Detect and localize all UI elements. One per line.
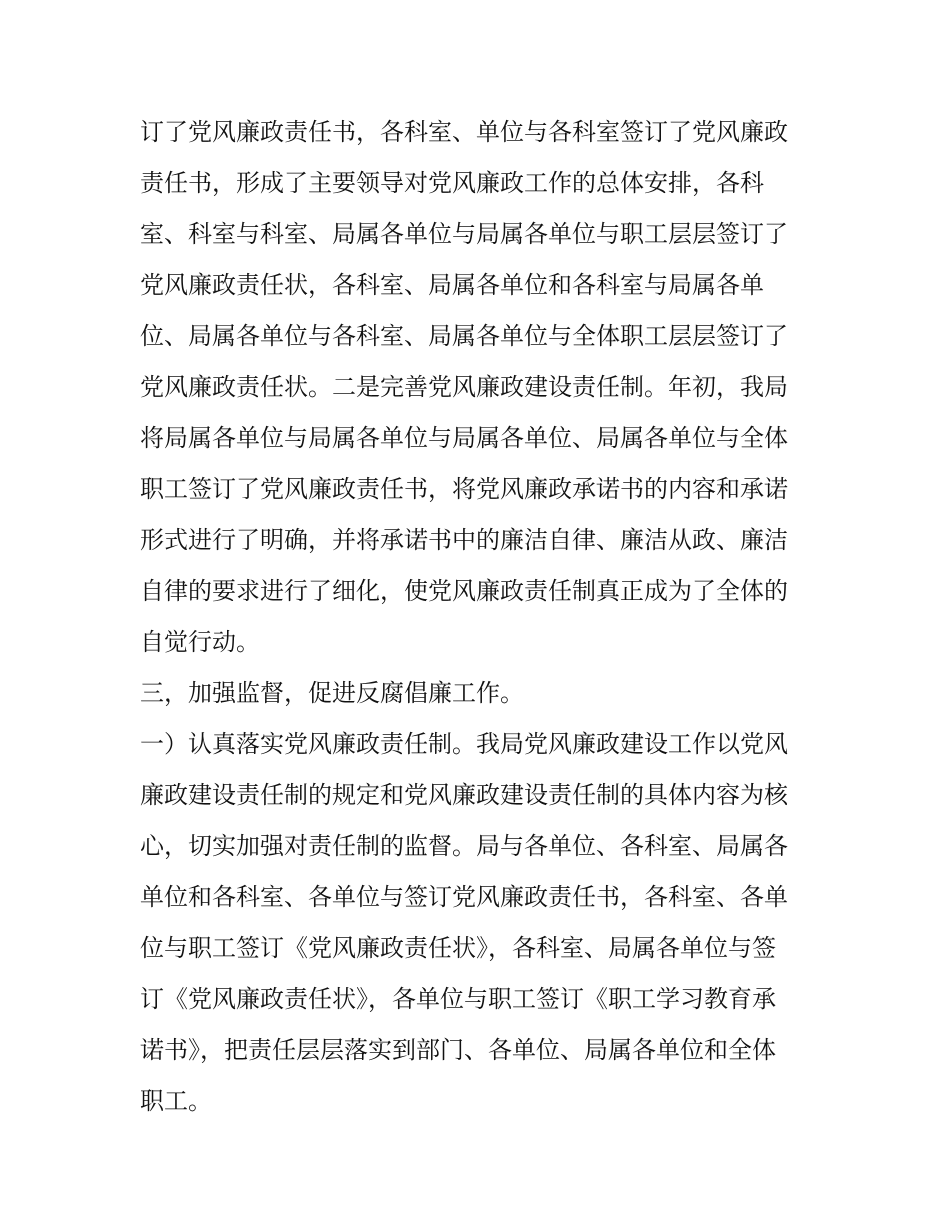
text-line: 心，切实加强对责任制的监督。局与各单位、各科室、局属各	[140, 832, 788, 860]
text-line: 责任书，形成了主要领导对党风廉政工作的总体安排，各科	[140, 169, 764, 197]
text-line: 诺书》，把责任层层落实到部门、各单位、局属各单位和全体	[140, 1036, 776, 1064]
text-line: 党风廉政责任状。二是完善党风廉政建设责任制。年初，我局	[140, 373, 788, 401]
text-line: 将局属各单位与局属各单位与局属各单位、局属各单位与全体	[140, 424, 788, 452]
text-line: 一）认真落实党风廉政责任制。我局党风廉政建设工作以党风	[140, 730, 788, 758]
text-line: 位与职工签订《党风廉政责任状》，各科室、局属各单位与签	[140, 934, 776, 962]
text-line: 形式进行了明确，并将承诺书中的廉洁自律、廉洁从政、廉洁	[140, 526, 788, 554]
text-line: 职工签订了党风廉政责任书，将党风廉政承诺书的内容和承诺	[140, 475, 788, 503]
text-line: 廉政建设责任制的规定和党风廉政建设责任制的具体内容为核	[140, 781, 788, 809]
text-line: 室、科室与科室、局属各单位与局属各单位与职工层层签订了	[140, 220, 788, 248]
text-line: 订《党风廉政责任状》，各单位与职工签订《职工学习教育承	[140, 985, 776, 1013]
document-body	[140, 107, 820, 1127]
text-line: 自觉行动。	[140, 628, 260, 656]
section-heading: 三，加强监督，促进反腐倡廉工作。	[140, 679, 524, 707]
text-line: 自律的要求进行了细化，使党风廉政责任制真正成为了全体的	[140, 577, 788, 605]
text-line: 位、局属各单位与各科室、局属各单位与全体职工层层签订了	[140, 322, 788, 350]
text-line: 党风廉政责任状，各科室、局属各单位和各科室与局属各单	[140, 271, 764, 299]
text-line: 订了党风廉政责任书，各科室、单位与各科室签订了党风廉政	[140, 118, 788, 146]
text-line: 单位和各科室、各单位与签订党风廉政责任书，各科室、各单	[140, 883, 788, 911]
text-line: 职工。	[140, 1087, 212, 1115]
